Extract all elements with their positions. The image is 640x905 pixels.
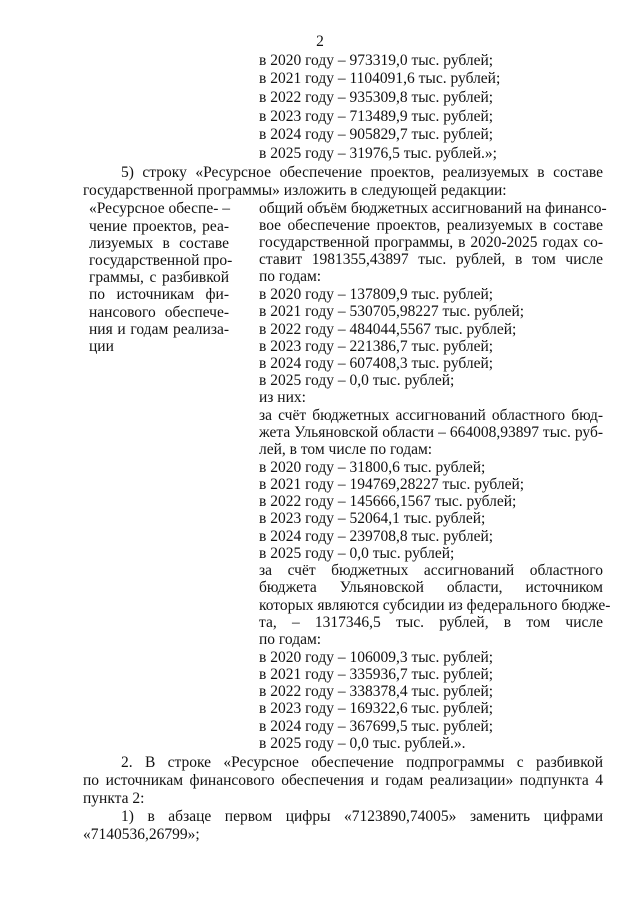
- paragraph-item-2-1-line: «7140536,26799»;: [83, 826, 200, 843]
- list-item: в 2023 году – 52064,1 тыс. рублей;: [259, 510, 486, 527]
- list-item: в 2023 году – 221386,7 тыс. рублей;: [259, 338, 494, 355]
- left-column-line: ния и годам реализа-: [89, 321, 229, 338]
- right-column-line: та, – 1317346,5 тыс. рублей, в том числе: [259, 614, 603, 631]
- right-column-line: по годам:: [259, 268, 322, 285]
- list-item: в 2021 году – 530705,98227 тыс. рублей;: [259, 303, 525, 320]
- list-item: в 2022 году – 484044,5567 тыс. рублей;: [259, 321, 517, 338]
- list-item: в 2024 году – 239708,8 тыс. рублей;: [259, 528, 494, 545]
- list-item: в 2025 году – 0,0 тыс. рублей;: [259, 372, 455, 389]
- paragraph-item-2-line: 2. В строке «Ресурсное обеспечение подпрограммы с разбивкой: [121, 754, 603, 771]
- list-item: в 2025 году – 31976,5 тыс. рублей.»;: [259, 145, 497, 162]
- paragraph-item-5-line: государственной программы» изложить в следующей редакции:: [83, 182, 507, 199]
- right-column-line: государственной программы, в 2020-2025 годах со-: [259, 234, 603, 251]
- right-column-line: по годам:: [259, 631, 322, 648]
- left-column-line: по источникам фи-: [89, 286, 229, 303]
- list-item: в 2021 году – 335936,7 тыс. рублей;: [259, 666, 494, 683]
- right-column-line: ставит 1981355,43897 тыс. рублей, в том числе: [259, 251, 603, 268]
- list-item: в 2020 году – 31800,6 тыс. рублей;: [259, 459, 486, 476]
- list-item: в 2023 году – 713489,9 тыс. рублей;: [259, 108, 494, 125]
- list-item: в 2020 году – 106009,3 тыс. рублей;: [259, 649, 494, 666]
- list-item: в 2022 году – 935309,8 тыс. рублей;: [259, 89, 494, 106]
- list-item: в 2024 году – 367699,5 тыс. рублей;: [259, 718, 494, 735]
- right-column-line: за счёт бюджетных ассигнований областного: [259, 562, 603, 579]
- left-column-line: лизуемых в составе: [89, 235, 229, 252]
- list-item: в 2020 году – 973319,0 тыс. рублей;: [259, 52, 494, 69]
- left-column-line: чение проектов, реа-: [89, 218, 229, 235]
- left-column-line: граммы, с разбивкой: [89, 269, 229, 286]
- list-item: в 2025 году – 0,0 тыс. рублей;: [259, 545, 455, 562]
- list-item: в 2020 году – 137809,9 тыс. рублей;: [259, 286, 494, 303]
- right-column-line: общий объём бюджетных ассигнований на финансо-: [259, 200, 607, 217]
- list-item: в 2024 году – 607408,3 тыс. рублей;: [259, 355, 494, 372]
- left-column-line: «Ресурсное обеспе- –: [89, 200, 231, 217]
- paragraph-item-2-1-line: 1) в абзаце первом цифры «7123890,74005» заменить цифрами: [121, 808, 603, 825]
- list-item: в 2021 году – 194769,28227 тыс. рублей;: [259, 476, 525, 493]
- list-item: в 2023 году – 169322,6 тыс. рублей;: [259, 700, 494, 717]
- left-column-line: государственной про-: [89, 252, 233, 269]
- right-column-line: которых являются субсидии из федерального бюдже-: [259, 597, 611, 614]
- right-column-line: бюджета Ульяновской области, источником: [259, 579, 603, 596]
- of-them-label: из них:: [259, 389, 306, 406]
- paragraph-item-5-line: 5) строку «Ресурсное обеспечение проектов, реализуемых в составе: [121, 164, 603, 181]
- right-column-line: жета Ульяновской области – 664008,93897 тыс. руб-: [259, 424, 603, 441]
- list-item: в 2022 году – 145666,1567 тыс. рублей;: [259, 493, 517, 510]
- list-item: в 2024 году – 905829,7 тыс. рублей;: [259, 126, 494, 143]
- right-column-line: за счёт бюджетных ассигнований областного бюд-: [259, 407, 603, 424]
- left-column-line: ции: [89, 338, 114, 355]
- right-column-line: лей, в том числе по годам:: [259, 441, 433, 458]
- paragraph-item-2-line: по источникам финансового обеспечения и годам реализации» подпункта 4: [83, 772, 603, 789]
- paragraph-item-2-line: пункта 2:: [83, 790, 145, 807]
- page-number: 2: [316, 33, 324, 50]
- list-item: в 2025 году – 0,0 тыс. рублей.».: [259, 735, 466, 752]
- list-item: в 2021 году – 1104091,6 тыс. рублей;: [259, 70, 501, 87]
- list-item: в 2022 году – 338378,4 тыс. рублей;: [259, 683, 494, 700]
- left-column-line: нансового обеспече-: [89, 304, 229, 321]
- right-column-line: вое обеспечение проектов, реализуемых в составе: [259, 217, 603, 234]
